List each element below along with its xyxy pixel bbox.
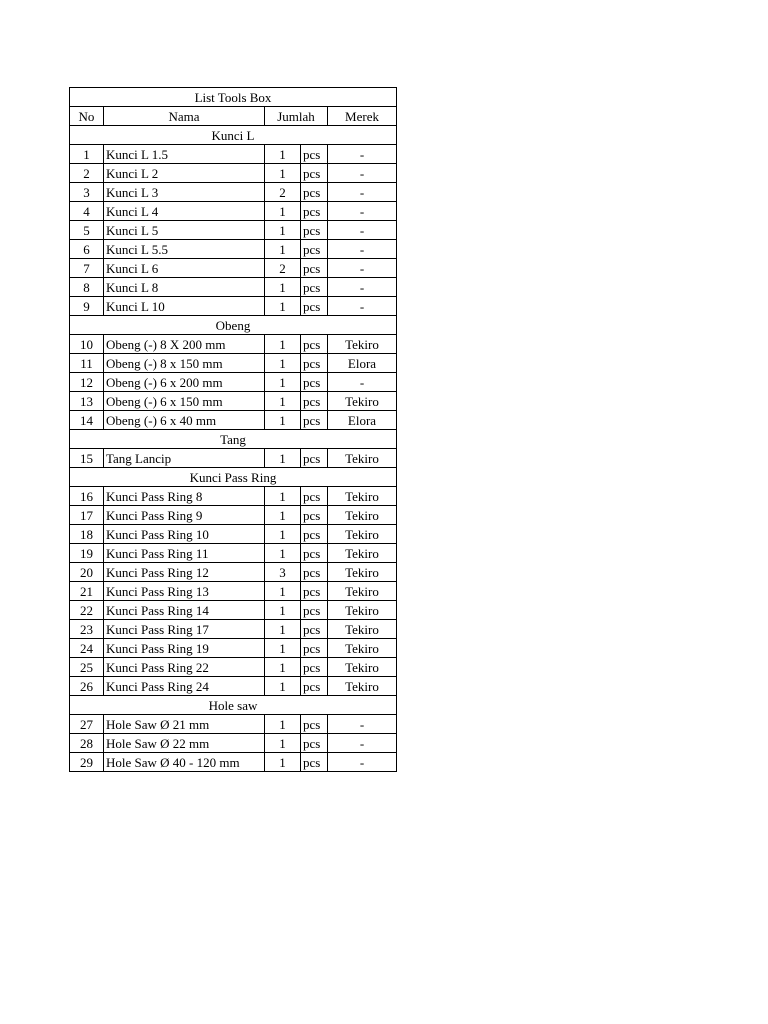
cell-unit[interactable]: pcs — [301, 164, 328, 183]
cell-qty[interactable]: 1 — [265, 639, 301, 658]
cell-no[interactable]: 14 — [70, 411, 104, 430]
cell-name[interactable]: Kunci Pass Ring 8 — [104, 487, 265, 506]
cell-qty[interactable]: 1 — [265, 392, 301, 411]
cell-qty[interactable]: 1 — [265, 297, 301, 316]
cell-no[interactable]: 3 — [70, 183, 104, 202]
cell-name[interactable]: Obeng (-) 6 x 150 mm — [104, 392, 265, 411]
cell-no[interactable]: 12 — [70, 373, 104, 392]
cell-name[interactable]: Kunci L 3 — [104, 183, 265, 202]
cell-brand[interactable]: - — [328, 373, 397, 392]
cell-name[interactable]: Kunci Pass Ring 24 — [104, 677, 265, 696]
table-row — [70, 715, 397, 734]
table-row — [70, 506, 397, 525]
cell-brand[interactable]: Tekiro — [328, 601, 397, 620]
cell-no[interactable]: 7 — [70, 259, 104, 278]
tools-table — [69, 87, 397, 772]
cell-no[interactable]: 15 — [70, 449, 104, 468]
cell-no[interactable]: 9 — [70, 297, 104, 316]
cell-brand[interactable]: Elora — [328, 411, 397, 430]
cell-name[interactable]: Obeng (-) 8 X 200 mm — [104, 335, 265, 354]
cell-qty[interactable]: 1 — [265, 449, 301, 468]
cell-unit[interactable]: pcs — [301, 487, 328, 506]
cell-no[interactable]: 5 — [70, 221, 104, 240]
cell-name[interactable]: Kunci Pass Ring 10 — [104, 525, 265, 544]
cell-unit[interactable]: pcs — [301, 183, 328, 202]
cell-qty[interactable]: 1 — [265, 335, 301, 354]
group-row — [70, 468, 397, 487]
group-title[interactable]: Kunci L — [70, 126, 397, 145]
cell-unit[interactable]: pcs — [301, 715, 328, 734]
cell-name[interactable]: Kunci L 2 — [104, 164, 265, 183]
cell-brand[interactable]: Tekiro — [328, 506, 397, 525]
cell-no[interactable]: 17 — [70, 506, 104, 525]
cell-brand[interactable]: - — [328, 183, 397, 202]
cell-name[interactable]: Kunci Pass Ring 9 — [104, 506, 265, 525]
cell-name[interactable]: Kunci Pass Ring 19 — [104, 639, 265, 658]
cell-no[interactable]: 6 — [70, 240, 104, 259]
table-row — [70, 202, 397, 221]
cell-name[interactable]: Kunci Pass Ring 14 — [104, 601, 265, 620]
group-row — [70, 430, 397, 449]
cell-qty[interactable]: 1 — [265, 658, 301, 677]
cell-qty[interactable]: 1 — [265, 734, 301, 753]
table-row — [70, 544, 397, 563]
cell-name[interactable]: Obeng (-) 8 x 150 mm — [104, 354, 265, 373]
cell-unit[interactable]: pcs — [301, 677, 328, 696]
cell-name[interactable]: Kunci Pass Ring 11 — [104, 544, 265, 563]
cell-brand[interactable]: - — [328, 202, 397, 221]
header-name[interactable]: Nama — [104, 107, 265, 126]
cell-brand[interactable]: Tekiro — [328, 620, 397, 639]
group-title[interactable]: Tang — [70, 430, 397, 449]
cell-brand[interactable]: - — [328, 240, 397, 259]
cell-qty[interactable]: 1 — [265, 715, 301, 734]
cell-unit[interactable]: pcs — [301, 411, 328, 430]
cell-brand[interactable]: Tekiro — [328, 677, 397, 696]
cell-no[interactable]: 28 — [70, 734, 104, 753]
cell-no[interactable]: 10 — [70, 335, 104, 354]
cell-brand[interactable]: Tekiro — [328, 335, 397, 354]
cell-name[interactable]: Kunci Pass Ring 17 — [104, 620, 265, 639]
cell-no[interactable]: 24 — [70, 639, 104, 658]
cell-qty[interactable]: 1 — [265, 373, 301, 392]
cell-no[interactable]: 27 — [70, 715, 104, 734]
cell-unit[interactable]: pcs — [301, 449, 328, 468]
table-row — [70, 145, 397, 164]
tools-table-body — [70, 88, 397, 772]
group-row — [70, 316, 397, 335]
table-row — [70, 734, 397, 753]
cell-name[interactable]: Obeng (-) 6 x 40 mm — [104, 411, 265, 430]
group-row — [70, 126, 397, 145]
table-row — [70, 183, 397, 202]
cell-brand[interactable]: - — [328, 259, 397, 278]
cell-qty[interactable]: 1 — [265, 506, 301, 525]
cell-qty[interactable]: 2 — [265, 259, 301, 278]
cell-qty[interactable]: 1 — [265, 677, 301, 696]
cell-no[interactable]: 29 — [70, 753, 104, 772]
cell-qty[interactable]: 1 — [265, 202, 301, 221]
group-row — [70, 696, 397, 715]
cell-no[interactable]: 25 — [70, 658, 104, 677]
group-title[interactable]: Obeng — [70, 316, 397, 335]
cell-qty[interactable]: 1 — [265, 601, 301, 620]
cell-name[interactable]: Kunci Pass Ring 13 — [104, 582, 265, 601]
table-row — [70, 563, 397, 582]
cell-name[interactable]: Hole Saw Ø 21 mm — [104, 715, 265, 734]
cell-qty[interactable]: 1 — [265, 544, 301, 563]
cell-brand[interactable]: - — [328, 715, 397, 734]
cell-brand[interactable]: Tekiro — [328, 544, 397, 563]
table-row — [70, 753, 397, 772]
cell-qty[interactable]: 1 — [265, 221, 301, 240]
table-row — [70, 620, 397, 639]
cell-qty[interactable]: 1 — [265, 525, 301, 544]
group-title[interactable]: Kunci Pass Ring — [70, 468, 397, 487]
cell-qty[interactable]: 1 — [265, 753, 301, 772]
cell-unit[interactable]: pcs — [301, 297, 328, 316]
cell-qty[interactable]: 1 — [265, 240, 301, 259]
cell-qty[interactable]: 1 — [265, 164, 301, 183]
header-no[interactable]: No — [70, 107, 104, 126]
cell-brand[interactable]: Tekiro — [328, 563, 397, 582]
cell-name[interactable]: Kunci Pass Ring 12 — [104, 563, 265, 582]
cell-qty[interactable]: 2 — [265, 183, 301, 202]
cell-name[interactable]: Kunci L 8 — [104, 278, 265, 297]
cell-unit[interactable]: pcs — [301, 392, 328, 411]
cell-qty[interactable]: 1 — [265, 278, 301, 297]
cell-unit[interactable]: pcs — [301, 620, 328, 639]
header-brand[interactable]: Merek — [328, 107, 397, 126]
cell-unit[interactable]: pcs — [301, 202, 328, 221]
cell-qty[interactable]: 1 — [265, 620, 301, 639]
cell-no[interactable]: 19 — [70, 544, 104, 563]
cell-brand[interactable]: Tekiro — [328, 658, 397, 677]
cell-name[interactable]: Kunci Pass Ring 22 — [104, 658, 265, 677]
table-row — [70, 677, 397, 696]
cell-unit[interactable]: pcs — [301, 582, 328, 601]
cell-brand[interactable]: Tekiro — [328, 582, 397, 601]
cell-qty[interactable]: 1 — [265, 411, 301, 430]
cell-brand[interactable]: - — [328, 221, 397, 240]
cell-brand[interactable]: Tekiro — [328, 392, 397, 411]
cell-name[interactable]: Obeng (-) 6 x 200 mm — [104, 373, 265, 392]
group-title[interactable]: Hole saw — [70, 696, 397, 715]
table-row — [70, 373, 397, 392]
cell-no[interactable]: 11 — [70, 354, 104, 373]
cell-name[interactable]: Kunci L 4 — [104, 202, 265, 221]
cell-brand[interactable]: Tekiro — [328, 525, 397, 544]
cell-name[interactable]: Hole Saw Ø 22 mm — [104, 734, 265, 753]
cell-no[interactable]: 18 — [70, 525, 104, 544]
cell-unit[interactable]: pcs — [301, 240, 328, 259]
cell-unit[interactable]: pcs — [301, 335, 328, 354]
cell-unit[interactable]: pcs — [301, 354, 328, 373]
cell-no[interactable]: 20 — [70, 563, 104, 582]
cell-unit[interactable]: pcs — [301, 544, 328, 563]
table-row — [70, 658, 397, 677]
cell-name[interactable]: Kunci L 10 — [104, 297, 265, 316]
table-row — [70, 392, 397, 411]
cell-unit[interactable]: pcs — [301, 639, 328, 658]
cell-brand[interactable]: Tekiro — [328, 487, 397, 506]
table-row — [70, 354, 397, 373]
cell-no[interactable]: 2 — [70, 164, 104, 183]
header-qty[interactable]: Jumlah — [265, 107, 328, 126]
cell-qty[interactable]: 1 — [265, 145, 301, 164]
cell-no[interactable]: 4 — [70, 202, 104, 221]
table-row — [70, 639, 397, 658]
cell-brand[interactable]: - — [328, 164, 397, 183]
cell-unit[interactable]: pcs — [301, 525, 328, 544]
header-row — [70, 107, 397, 126]
cell-qty[interactable]: 3 — [265, 563, 301, 582]
cell-no[interactable]: 8 — [70, 278, 104, 297]
table-row — [70, 449, 397, 468]
cell-no[interactable]: 16 — [70, 487, 104, 506]
cell-no[interactable]: 21 — [70, 582, 104, 601]
cell-qty[interactable]: 1 — [265, 582, 301, 601]
cell-unit[interactable]: pcs — [301, 259, 328, 278]
table-title[interactable]: List Tools Box — [70, 88, 397, 107]
title-row — [70, 88, 397, 107]
table-row — [70, 411, 397, 430]
cell-no[interactable]: 13 — [70, 392, 104, 411]
table-row — [70, 164, 397, 183]
table-row — [70, 487, 397, 506]
cell-brand[interactable]: Tekiro — [328, 639, 397, 658]
cell-unit[interactable]: pcs — [301, 373, 328, 392]
cell-name[interactable]: Kunci L 5.5 — [104, 240, 265, 259]
cell-unit[interactable]: pcs — [301, 734, 328, 753]
cell-brand[interactable]: Elora — [328, 354, 397, 373]
table-row — [70, 297, 397, 316]
table-row — [70, 259, 397, 278]
table-row — [70, 601, 397, 620]
table-row — [70, 240, 397, 259]
cell-qty[interactable]: 1 — [265, 354, 301, 373]
cell-name[interactable]: Kunci L 5 — [104, 221, 265, 240]
cell-no[interactable]: 22 — [70, 601, 104, 620]
cell-unit[interactable]: pcs — [301, 506, 328, 525]
cell-brand[interactable]: - — [328, 753, 397, 772]
cell-brand[interactable]: - — [328, 734, 397, 753]
cell-name[interactable]: Kunci L 1.5 — [104, 145, 265, 164]
table-row — [70, 278, 397, 297]
cell-unit[interactable]: pcs — [301, 221, 328, 240]
table-row — [70, 221, 397, 240]
cell-no[interactable]: 23 — [70, 620, 104, 639]
table-row — [70, 582, 397, 601]
cell-brand[interactable]: - — [328, 145, 397, 164]
cell-unit[interactable]: pcs — [301, 145, 328, 164]
cell-name[interactable]: Hole Saw Ø 40 - 120 mm — [104, 753, 265, 772]
table-row — [70, 335, 397, 354]
cell-unit[interactable]: pcs — [301, 278, 328, 297]
cell-name[interactable]: Tang Lancip — [104, 449, 265, 468]
cell-brand[interactable]: - — [328, 278, 397, 297]
cell-unit[interactable]: pcs — [301, 563, 328, 582]
cell-qty[interactable]: 1 — [265, 487, 301, 506]
cell-name[interactable]: Kunci L 6 — [104, 259, 265, 278]
cell-brand[interactable]: Tekiro — [328, 449, 397, 468]
table-row — [70, 525, 397, 544]
cell-unit[interactable]: pcs — [301, 658, 328, 677]
cell-brand[interactable]: - — [328, 297, 397, 316]
cell-unit[interactable]: pcs — [301, 753, 328, 772]
cell-no[interactable]: 1 — [70, 145, 104, 164]
cell-unit[interactable]: pcs — [301, 601, 328, 620]
cell-no[interactable]: 26 — [70, 677, 104, 696]
